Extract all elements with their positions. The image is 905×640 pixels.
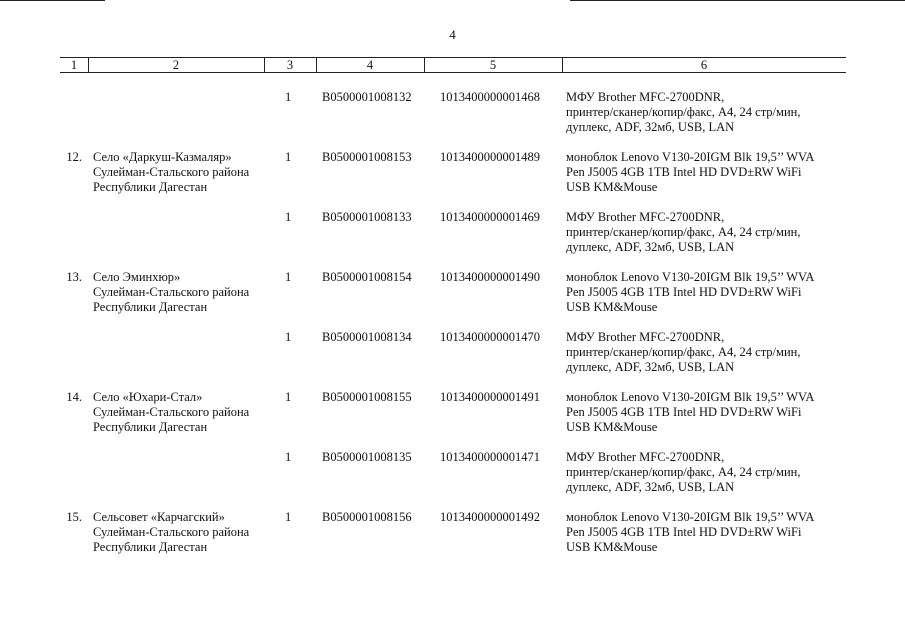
- equipment-description-line: МФУ Brother MFC-2700DNR,: [566, 450, 725, 464]
- equipment-description-line: Pen J5005 4GB 1TB Intel HD DVD±RW WiFi: [566, 525, 802, 539]
- equipment-description-line: USB KM&Mouse: [566, 420, 658, 434]
- equipment-description-line: моноблок Lenovo V130-20IGM Blk 19,5’’ WVA: [566, 270, 815, 284]
- quantity: 1: [285, 450, 292, 464]
- equipment-description-line: USB KM&Mouse: [566, 540, 658, 554]
- inventory-number: B0500001008133: [322, 210, 412, 224]
- quantity: 1: [285, 330, 292, 344]
- inventory-number: B0500001008154: [322, 270, 412, 284]
- equipment-description-line: Pen J5005 4GB 1TB Intel HD DVD±RW WiFi: [566, 285, 802, 299]
- equipment-description-line: дуплекс, ADF, 32мб, USB, LAN: [566, 120, 735, 134]
- equipment-description-line: дуплекс, ADF, 32мб, USB, LAN: [566, 360, 735, 374]
- equipment-description-line: МФУ Brother MFC-2700DNR,: [566, 90, 725, 104]
- column-header: 4: [366, 58, 374, 72]
- equipment-description-line: моноблок Lenovo V130-20IGM Blk 19,5’’ WVA: [566, 510, 815, 524]
- top-edge-line: [0, 0, 105, 1]
- asset-code: 1013400000001490: [440, 270, 540, 284]
- equipment-description-line: Pen J5005 4GB 1TB Intel HD DVD±RW WiFi: [566, 165, 802, 179]
- quantity: 1: [285, 90, 292, 104]
- settlement-name-line: Село «Юхари-Стал»: [93, 390, 203, 404]
- settlement-name-line: Сулейман-Стальского района: [93, 285, 250, 299]
- quantity: 1: [285, 150, 292, 164]
- settlement-name-line: Село Эминхюр»: [93, 270, 181, 284]
- column-header: 2: [172, 58, 180, 72]
- quantity: 1: [285, 210, 292, 224]
- settlement-name-line: Республики Дагестан: [93, 300, 208, 314]
- settlement-name-line: Республики Дагестан: [93, 420, 208, 434]
- equipment-description-line: принтер/сканер/копир/факс, А4, 24 стр/мин,: [566, 465, 801, 479]
- equipment-description-line: принтер/сканер/копир/факс, А4, 24 стр/мин,: [566, 225, 801, 239]
- row-number: 14.: [66, 390, 82, 404]
- inventory-number: B0500001008132: [322, 90, 412, 104]
- quantity: 1: [285, 390, 292, 404]
- equipment-description-line: Pen J5005 4GB 1TB Intel HD DVD±RW WiFi: [566, 405, 802, 419]
- asset-code: 1013400000001491: [440, 390, 540, 404]
- row-number: 13.: [66, 270, 82, 284]
- equipment-description-line: моноблок Lenovo V130-20IGM Blk 19,5’’ WVA: [566, 390, 815, 404]
- equipment-description-line: дуплекс, ADF, 32мб, USB, LAN: [566, 240, 735, 254]
- row-number: 12.: [66, 150, 82, 164]
- inventory-number: B0500001008135: [322, 450, 412, 464]
- inventory-number: B0500001008155: [322, 390, 412, 404]
- inventory-number: B0500001008134: [322, 330, 412, 344]
- settlement-name-line: Республики Дагестан: [93, 180, 208, 194]
- equipment-description-line: USB KM&Mouse: [566, 180, 658, 194]
- settlement-name-line: Сельсовет «Карчагский»: [93, 510, 225, 524]
- row-number: 15.: [66, 510, 82, 524]
- header-bottom-rule: [60, 72, 846, 73]
- settlement-name-line: Сулейман-Стальского района: [93, 165, 250, 179]
- column-header: 5: [489, 58, 497, 72]
- settlement-name-line: Село «Даркуш-Казмаляр»: [93, 150, 232, 164]
- asset-code: 1013400000001468: [440, 90, 540, 104]
- settlement-name-line: Сулейман-Стальского района: [93, 405, 250, 419]
- settlement-name-line: Сулейман-Стальского района: [93, 525, 250, 539]
- equipment-description-line: USB KM&Mouse: [566, 300, 658, 314]
- equipment-description-line: моноблок Lenovo V130-20IGM Blk 19,5’’ WVA: [566, 150, 815, 164]
- asset-code: 1013400000001492: [440, 510, 540, 524]
- inventory-number: B0500001008156: [322, 510, 412, 524]
- asset-code: 1013400000001469: [440, 210, 540, 224]
- equipment-description-line: МФУ Brother MFC-2700DNR,: [566, 210, 725, 224]
- quantity: 1: [285, 510, 292, 524]
- asset-code: 1013400000001471: [440, 450, 540, 464]
- column-header: 1: [70, 58, 78, 72]
- asset-code: 1013400000001470: [440, 330, 540, 344]
- equipment-description-line: МФУ Brother MFC-2700DNR,: [566, 330, 725, 344]
- asset-code: 1013400000001489: [440, 150, 540, 164]
- quantity: 1: [285, 270, 292, 284]
- column-header: 3: [286, 58, 294, 72]
- column-header: 6: [700, 58, 708, 72]
- equipment-description-line: принтер/сканер/копир/факс, А4, 24 стр/мин,: [566, 345, 801, 359]
- settlement-name-line: Республики Дагестан: [93, 540, 208, 554]
- equipment-description-line: дуплекс, ADF, 32мб, USB, LAN: [566, 480, 735, 494]
- equipment-description-line: принтер/сканер/копир/факс, А4, 24 стр/мин,: [566, 105, 801, 119]
- inventory-number: B0500001008153: [322, 150, 412, 164]
- top-edge-line: [570, 0, 905, 1]
- page-number: 4: [449, 27, 456, 42]
